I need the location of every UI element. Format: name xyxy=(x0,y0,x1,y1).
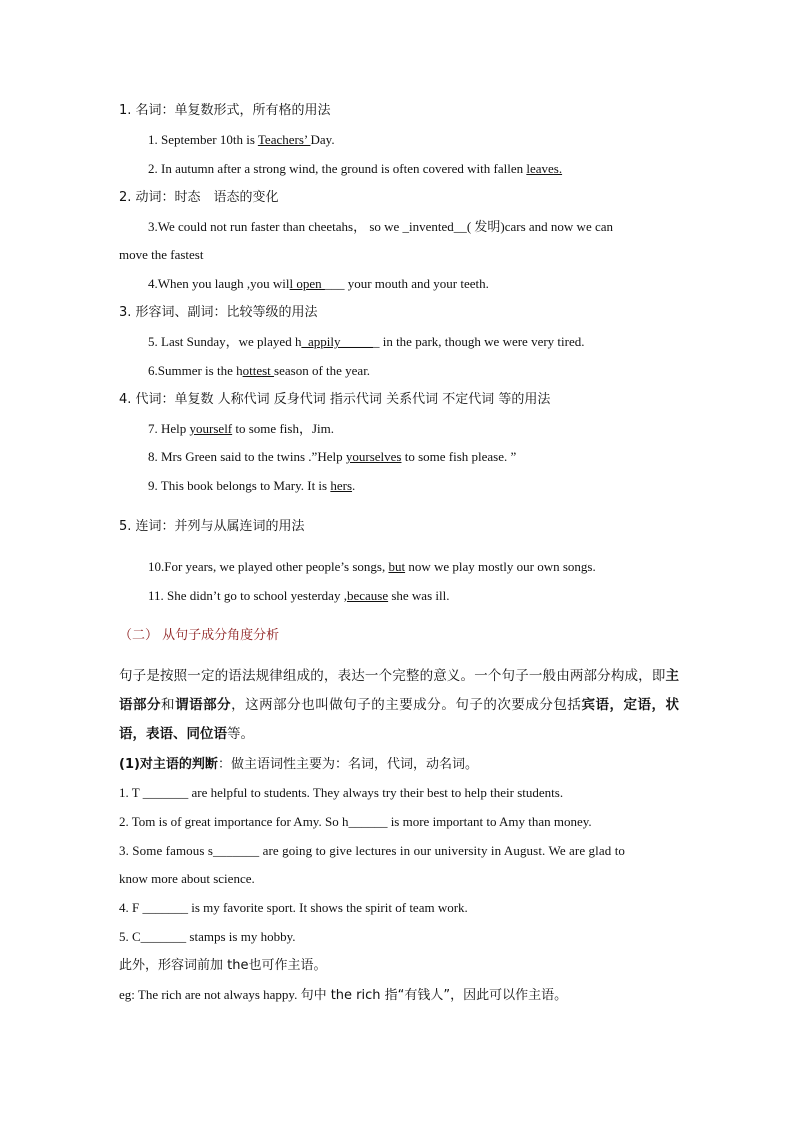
exercise-4: 4. F _______ is my favorite sport. It shows the spirit of team work. xyxy=(119,900,468,915)
q5-text: 5. Last Sunday，we played h xyxy=(148,334,302,349)
p1-predicate: 谓语部分 xyxy=(175,697,232,713)
q11-text: 11. She didn’t go to school yesterday , xyxy=(148,588,347,603)
q8-text: 8. Mrs Green said to the twins .”Help xyxy=(148,449,346,464)
p1-subject: 主语部分 xyxy=(119,668,679,713)
q6-answer: ottest xyxy=(242,363,275,378)
q4-answer: l open xyxy=(289,276,325,291)
subhead-text: ：做主语词性主要为：名词，代词，动名词。 xyxy=(217,757,478,772)
q7-end: to some fish，Jim. xyxy=(232,421,334,436)
exercise-2: 2. Tom is of great importance for Amy. So h______ is more important to Amy than money. xyxy=(119,814,592,829)
exercise-1: 1. T _______ are helpful to students. They always try their best to help their students. xyxy=(119,785,564,800)
p1-minor: 宾语，定语，状语，表语、同位语 xyxy=(119,697,680,742)
q10-text: 10.For years, we played other people’s songs, xyxy=(148,559,389,574)
q11-end: she was ill. xyxy=(388,588,450,603)
note-example xyxy=(119,986,567,1005)
q10-end: now we play mostly our own songs. xyxy=(405,559,596,574)
section-verbs: 2. 动词：时态 语态的变化 xyxy=(119,190,279,205)
exercise-5: 5. C_______ stamps is my hobby. xyxy=(119,929,296,944)
p1-and: 和 xyxy=(161,697,176,713)
p1-end: 等。 xyxy=(227,726,254,742)
example-en: eg: The rich are not always happy. xyxy=(119,987,301,1002)
q2-answer: leaves. xyxy=(526,161,563,176)
question-1 xyxy=(148,131,335,149)
section-pronouns: 4. 代词：单复数 人称代词 反身代词 指示代词 关系代词 不定代词 等的用法 xyxy=(119,392,551,407)
q8-answer: yourselves xyxy=(345,449,402,464)
question-7 xyxy=(148,420,334,438)
section-adjectives: 3. 形容词、副词：比较等级的用法 xyxy=(119,305,318,320)
q1-answer: Teachers’ xyxy=(257,132,311,147)
q9-answer: hers xyxy=(330,478,353,493)
p1-text2: ，这两部分也叫做句子的主要成分。句子的次要成分包括 xyxy=(231,697,582,713)
subject-subheading xyxy=(119,756,478,774)
question-6 xyxy=(148,362,370,380)
q4-text: 4.When you laugh ,you wil xyxy=(148,276,290,291)
q2-text: 2. In autumn after a strong wind, the ground is often covered with fallen xyxy=(148,161,527,176)
q5-end: _ in the park, though we were very tired. xyxy=(372,334,585,349)
section-nouns: 1. 名词：单复数形式，所有格的用法 xyxy=(119,103,331,118)
note-adjective: 此外，形容词前加 the也可作主语。 xyxy=(119,958,327,973)
intro-paragraph xyxy=(119,662,679,749)
question-8 xyxy=(148,448,516,466)
q8-end: to some fish please. ” xyxy=(401,449,517,464)
subhead-bold: (1)对主语的判断 xyxy=(119,757,218,772)
q9-text: 9. This book belongs to Mary. It is xyxy=(148,478,331,493)
q6-end: season of the year. xyxy=(274,363,371,378)
section-heading: （二） 从句子成分角度分析 xyxy=(119,628,280,643)
q1-end: Day. xyxy=(310,132,335,147)
p1-text: 句子是按照一定的语法规律组成的，表达一个完整的意义。一个句子一般由两部分构成，即 xyxy=(119,668,666,684)
q3-text: 3.We could not run faster than cheetahs， so we xyxy=(148,219,403,234)
question-5 xyxy=(148,333,585,351)
q6-text: 6.Summer is the h xyxy=(148,363,243,378)
q11-answer: because xyxy=(346,588,389,603)
question-9 xyxy=(148,477,355,495)
question-3-cont: move the fastest xyxy=(119,247,204,262)
q10-answer: but xyxy=(388,559,406,574)
question-10 xyxy=(148,558,596,576)
q3-end: ( 发明)cars and now we can xyxy=(466,219,614,234)
question-11 xyxy=(148,587,449,605)
example-cn: 句中 the rich 指“有钱人”，因此可以作主语。 xyxy=(300,988,568,1003)
question-3 xyxy=(148,218,613,236)
q4-end: ___ your mouth and your teeth. xyxy=(324,276,489,291)
q9-end: . xyxy=(352,478,356,493)
q1-text: 1. September 10th is xyxy=(148,132,258,147)
q7-answer: yourself xyxy=(189,421,233,436)
section-conjunctions: 5. 连词：并列与从属连词的用法 xyxy=(119,519,305,534)
q5-answer: _appily_____ xyxy=(301,334,373,349)
q3-answer: _invented__ xyxy=(402,219,467,234)
question-2 xyxy=(148,160,562,178)
q7-text: 7. Help xyxy=(148,421,190,436)
question-4 xyxy=(148,275,489,293)
exercise-3-cont: know more about science. xyxy=(119,871,255,886)
exercise-3: 3. Some famous s_______ are going to give lectures in our university in August. We are glad to xyxy=(119,843,626,858)
